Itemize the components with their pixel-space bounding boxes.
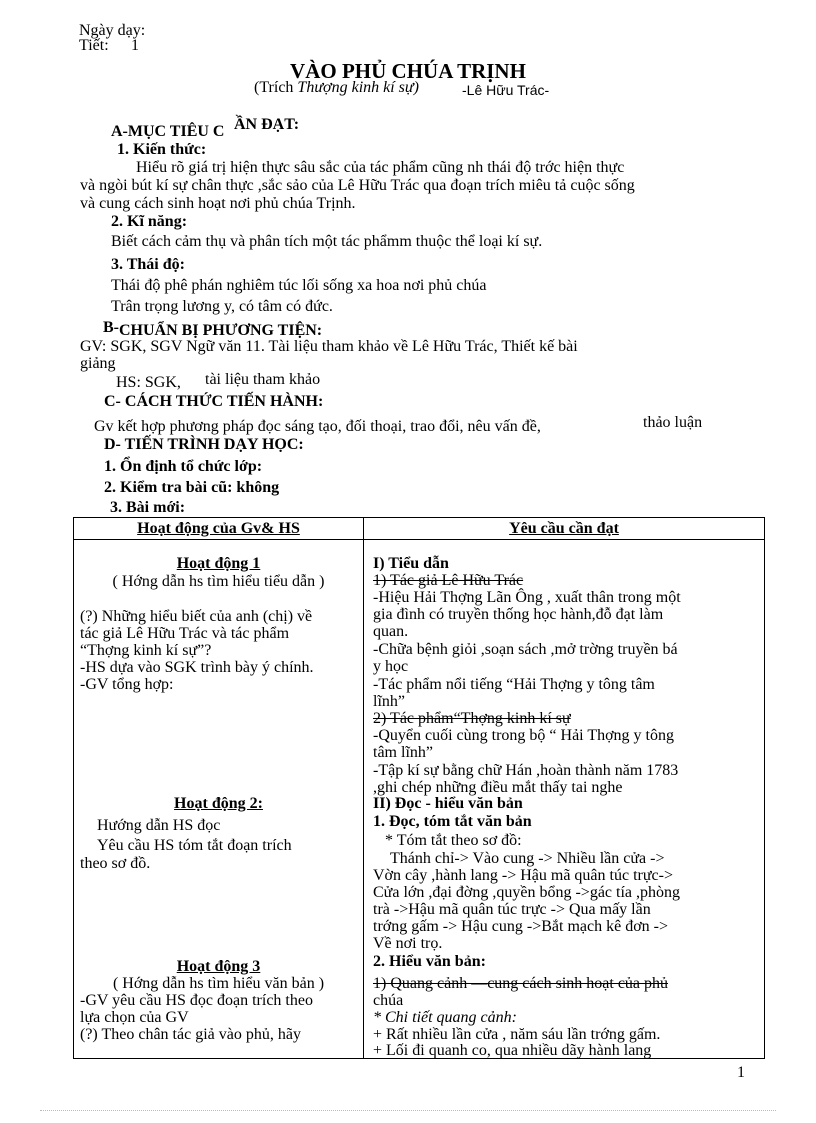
step-1: 1. Ổn định tổ chức lớp: [104,458,263,475]
knowledge-line-1: Hiểu rõ giá trị hiện thực sâu sắc của tác phẩm cũng nh thái độ trớc hiện thực [136,159,625,176]
page-bottom-separator [40,1110,776,1111]
right-line-2: gia đình có truyền thống học hành,đỗ đạt làm [373,606,664,623]
activity-2-title: Hoạt động 2: [174,795,263,812]
skill-text: Biết cách cảm thụ và phân tích một tác phẩmm thuộc thể loại kí sự. [111,233,543,250]
reading-subheading: 1. Đọc, tóm tắt văn bản [373,813,532,830]
right-line-23: + Lối đi quanh co, qua nhiều dãy hành lang [373,1042,652,1059]
hs-suffix: tài liệu tham khảo [205,371,321,388]
activity-1-question-3: “Thợng kinh kí sự”? [80,642,212,659]
activity-3-line-3: (?) Theo chân tác giả vào phủ, hãy [80,1026,301,1043]
attitude-line-1: Thái độ phê phán nghiêm túc lối sống xa hoa nơi phủ chúa [111,277,487,294]
gv-line-2: giảng [80,355,116,372]
activity-1-title: Hoạt động 1 [176,555,261,572]
activity-1-gv: -GV tổng hợp: [80,676,174,693]
right-line-18: Về nơi trọ. [373,935,443,952]
right-line-22: + Rất nhiều lần cửa , năm sáu lần trớng gấm. [373,1026,661,1043]
knowledge-line-3: và cung cách sinh hoạt nơi phủ chúa Trịnh. [80,195,356,212]
author-subheading: 1) Tác giả Lê Hữu Trác [373,572,524,589]
right-line-19: 1) Quang cảnh —cung cách sinh hoạt của phủ [373,975,669,992]
gv-line-1: GV: SGK, SGV Ngữ văn 11. Tài liệu tham khảo về Lê Hữu Trác, Thiết kế bài [80,338,578,355]
right-line-8: -Quyển cuối cùng trong bộ “ Hải Thợng y tông [373,727,674,744]
attitude-title: 3. Thái độ: [111,256,185,273]
date-label: Ngày dạy: [79,22,146,39]
section-b-heading-left: B- [103,319,119,336]
activity-2-line-2: Yêu cầu HS tóm tắt đoạn trích [97,837,292,854]
table-header-border [73,539,764,540]
attitude-line-2: Trân trọng lương y, có tâm có đức. [111,298,333,315]
col-right-header: Yêu cầu cần đạt [509,520,619,537]
skill-title: 2. Kĩ năng: [111,213,188,230]
table-column-divider [363,517,364,1059]
right-line-3: quan. [373,623,409,640]
activity-1-question-2: tác giả Lê Hữu Trác và tác phẩm [80,625,290,642]
knowledge-line-2: và ngòi bút kí sự chân thực ,sắc sảo của Lê Hữu Trác qua đoạn trích miêu tả cuộc sống [80,177,635,194]
right-line-11: ,ghi chép những điều mắt thấy tai nghe [373,779,623,796]
right-line-1: -Hiệu Hải Thợng Lãn Ông , xuất thân trong một [373,589,681,606]
table-right-border [764,517,765,1059]
section-reading-title: II) Đọc - hiểu văn bản [373,795,523,812]
subtitle-open: (Trích [254,79,298,96]
right-line-21: * Chi tiết quang cảnh: [373,1009,517,1026]
activity-3-line-1: -GV yêu cầu HS đọc đoạn trích theo [80,992,313,1009]
right-line-9: tâm lĩnh” [373,744,433,761]
activity-2-line-3: theo sơ đồ. [80,855,151,872]
step-2: 2. Kiểm tra bài cũ: không [104,479,280,496]
section-b-heading-right: CHUẨN BỊ PHƯƠNG TIỆN: [119,322,323,339]
period-value: 1 [131,37,139,54]
period-label: Tiết: [79,37,109,54]
activity-2-line-1: Hướng dẫn HS đọc [97,817,221,834]
table-top-border [73,517,764,518]
subtitle [254,79,419,96]
section-c-text: Gv kết hợp phương pháp đọc sáng tạo, đối thoại, trao đổi, nêu vấn đề, [94,418,541,435]
right-line-5: y học [373,658,409,675]
right-line-6: -Tác phẩm nổi tiếng “Hải Thợng y tông tâm [373,676,655,693]
activity-3-subtitle: ( Hớng dẫn hs tìm hiểu văn bản ) [112,975,325,992]
activity-1-subtitle: ( Hớng dẫn hs tìm hiểu tiểu dẫn ) [112,573,325,590]
activity-1-question-1: (?) Những hiểu biết của anh (chị) về [80,608,313,625]
section-a-heading-right: ẦN ĐẠT: [234,116,300,133]
col-left-header: Hoạt động của Gv& HS [137,520,300,537]
step-3: 3. Bài mới: [110,499,186,516]
section-d-heading: D- TIẾN TRÌNH DẠY HỌC: [104,436,304,453]
right-line-14: Vờn cây ,hành lang -> Hậu mã quân túc trực-> [373,867,673,884]
section-c-text-tail: thảo luận [643,414,703,431]
right-line-7: lĩnh” [373,693,405,710]
right-line-4: -Chữa bệnh giỏi ,soạn sách ,mở trờng truyền bá [373,641,678,658]
right-line-13: Thánh chỉ-> Vào cung -> Nhiều lần cửa -> [390,850,665,867]
right-line-12: * Tóm tắt theo sơ đồ: [385,832,522,849]
page-title: VÀO PHỦ CHÚA TRỊNH [290,59,526,83]
understanding-subheading: 2. Hiểu văn bản: [373,953,486,970]
right-line-10: -Tập kí sự bằng chữ Hán ,hoàn thành năm 1783 [373,762,679,779]
subtitle-work: Thượng kinh kí sự) [297,79,419,96]
right-line-16: trà ->Hậu mã quân túc trực -> Qua mấy lần [373,901,651,918]
activity-3-line-2: lựa chọn của GV [80,1009,189,1026]
right-line-17: trớng gấm -> Hậu cung ->Bắt mạch kê đơn -> [373,918,669,935]
section-c-heading: C- CÁCH THỨC TIẾN HÀNH: [104,393,324,410]
page-number: 1 [737,1064,745,1081]
subtitle-author: -Lê Hữu Trác- [462,82,550,98]
activity-1-hs: -HS dựa vào SGK trình bày ý chính. [80,659,314,676]
right-line-15: Cửa lớn ,đại đờng ,quyền bổng ->gác tía ,phòng [373,884,681,901]
section-a-heading-left: A-MỤC TIÊU C [111,123,225,140]
knowledge-title: 1. Kiến thức: [117,141,207,158]
activity-3-title: Hoạt động 3 [176,958,261,975]
right-line-20: chúa [373,992,404,1009]
section-intro-title: I) Tiểu dẫn [373,555,449,572]
work-subheading: 2) Tác phẩm“Thợng kinh kí sự [373,710,571,727]
hs-prefix: HS: SGK, [116,374,181,391]
